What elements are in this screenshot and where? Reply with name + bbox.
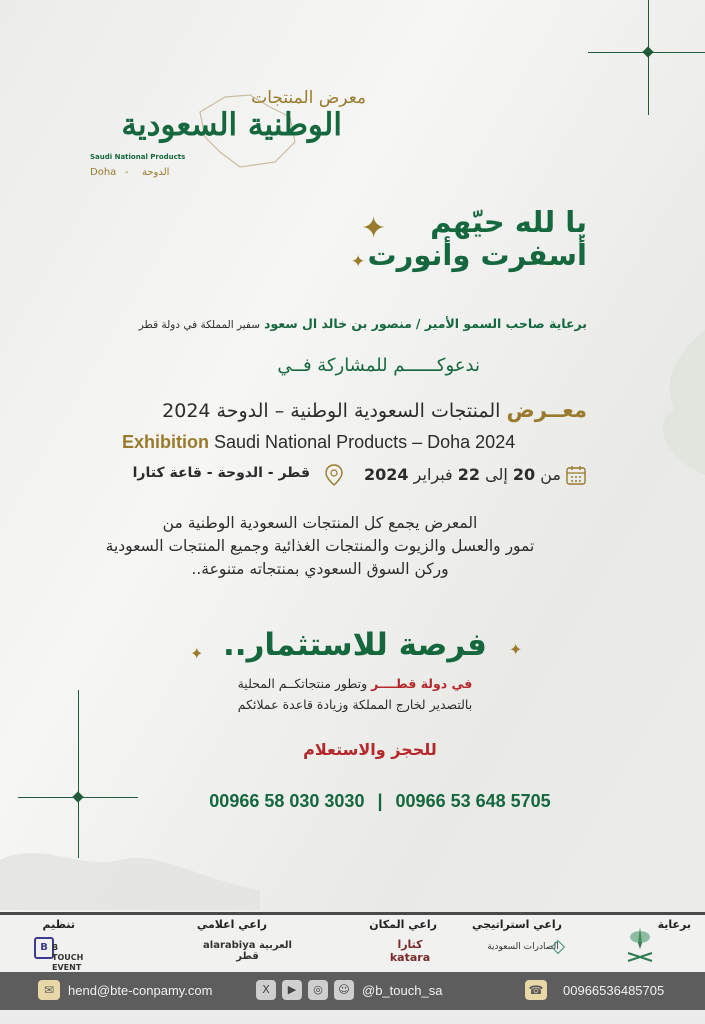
phone-separator: |	[377, 791, 383, 811]
phone-1[interactable]: 00966 58 030 3030	[209, 791, 365, 811]
exhibition-highlight-en: Exhibition	[122, 432, 209, 452]
sponsor-label-organizer: تنظيم	[42, 918, 75, 931]
opportunity-line-1-rest: وتطور منتجاتكــم المحلية	[237, 676, 368, 691]
sponsor-label-patronage: برعاية	[657, 918, 691, 931]
description-line: المعرض يجمع كل المنتجات السعودية الوطنية من	[162, 514, 478, 532]
exhibition-logo	[80, 85, 380, 185]
date-year: 2024	[364, 465, 409, 484]
date-month: فبراير	[413, 465, 453, 484]
sparkle-icon: ✦	[351, 252, 366, 272]
exhibition-rest-en: Saudi National Products – Doha 2024	[214, 432, 516, 452]
sparkle-icon: ✦	[509, 640, 523, 659]
sponsor-logo-btouch: B TOUCH EVENT	[52, 943, 84, 972]
exhibition-title-ar	[162, 398, 587, 422]
description-line: تمور والعسل والزيوت والمنتجات الغذائية وجميع المنتجات السعودية	[105, 537, 535, 555]
foliage-decoration	[620, 320, 705, 480]
youtube-icon[interactable]: ▶	[282, 980, 302, 1000]
patronage-title: سفير المملكة في دولة قطر	[138, 319, 261, 331]
email-icon: ✉	[38, 980, 60, 1000]
decor-star-icon	[642, 46, 653, 57]
contact-social-handle[interactable]: @b_touch_sa	[362, 983, 443, 998]
opportunity-title: فرصة للاستثمار..	[223, 627, 487, 663]
sparkle-icon: ✦	[190, 644, 204, 663]
logo-main-title: الوطنية السعودية	[121, 107, 342, 143]
calendar-icon	[565, 464, 587, 486]
exhibition-title-en	[122, 432, 515, 453]
phone-icon: ☎	[525, 980, 547, 1000]
sponsor-logo-saudi-exports: الصادرات السعودية	[487, 942, 559, 952]
patronage-line	[107, 316, 587, 331]
opportunity-line-2: بالتصدير لخارج المملكة وزيادة قاعدة عملائكم	[237, 697, 473, 712]
footer-bottom-strip	[0, 1010, 705, 1024]
phone-2[interactable]: 00966 53 648 5705	[395, 791, 551, 811]
date-from: من	[540, 465, 561, 484]
greeting-line-1: يا لله حيّهم	[430, 205, 587, 239]
logo-city-ar: الدوحة	[142, 167, 170, 178]
date-day1: 20	[512, 465, 536, 484]
greeting-line-2: أسفرت وأنورت	[367, 238, 587, 272]
sponsor-label-strategic: راعي استراتيجي	[472, 918, 562, 931]
location-text: قطر - الدوحة - قاعة كتارا	[132, 465, 310, 481]
contact-phone[interactable]: 00966536485705	[563, 983, 665, 998]
logo-top-line: معرض المنتجات	[251, 88, 366, 108]
description-line: وركن السوق السعودي بمنتجاته متنوعة..	[191, 560, 449, 578]
logo-english: Saudi National Products	[90, 153, 186, 161]
date-text	[364, 465, 561, 484]
date-day2: 22	[457, 465, 481, 484]
description	[80, 512, 560, 581]
opportunity-highlight: في دولة قطــــر	[371, 676, 473, 691]
patronage-prefix: برعاية صاحب السمو الأمير /	[415, 316, 587, 331]
btouch-logo-icon: B	[34, 937, 54, 959]
location-pin-icon	[323, 463, 345, 487]
booking-label: للحجز والاستعلام	[303, 740, 437, 759]
sparkle-icon: ✦	[361, 211, 387, 246]
exhibition-highlight-ar: معــرض	[506, 398, 587, 422]
sponsor-label-media: راعي اعلامي	[196, 918, 267, 931]
logo-city-en: Doha	[90, 167, 117, 178]
sponsor-logo-katara: كتارا katara	[389, 938, 431, 964]
decor-star-icon	[72, 791, 83, 802]
saudi-emblem-icon	[620, 923, 660, 969]
x-icon[interactable]: X	[256, 980, 276, 1000]
contact-bar	[0, 972, 705, 1010]
invite-text: ندعوكــــــم للمشاركة فــي	[277, 355, 480, 376]
opportunity-line-1	[200, 676, 510, 691]
patronage-name: منصور بن خالد ال سعود	[264, 316, 412, 331]
sponsor-logo-alarabiya: العربية alarabiya قطر	[203, 940, 292, 962]
sponsor-label-venue: راعي المكان	[369, 918, 437, 931]
exhibition-rest-ar: المنتجات السعودية الوطنية – الدوحة 2024	[162, 400, 501, 422]
foliage-decoration	[0, 820, 280, 910]
date-to: إلى	[485, 465, 508, 484]
instagram-icon[interactable]: ◎	[308, 980, 328, 1000]
date-location-row	[122, 462, 587, 490]
phone-numbers	[180, 791, 580, 812]
logo-separator: -	[125, 167, 129, 178]
sponsors-strip	[0, 912, 705, 975]
snapchat-icon[interactable]: ☺	[334, 980, 354, 1000]
contact-email[interactable]: hend@bte-conpamy.com	[68, 983, 213, 998]
